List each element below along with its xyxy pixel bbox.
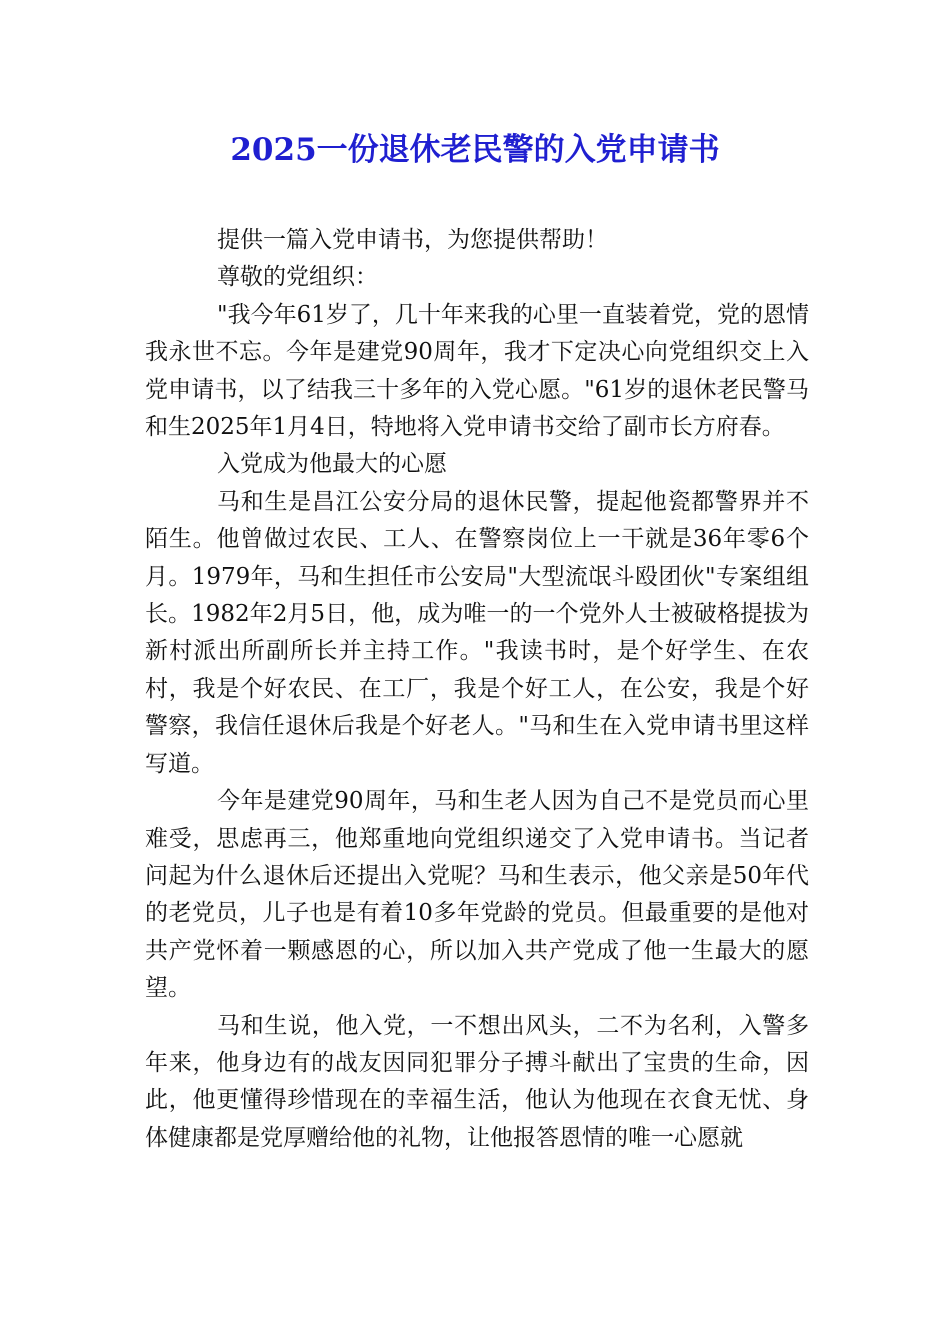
paragraph-subheading: 入党成为他最大的心愿	[217, 451, 447, 478]
document-title: 2025一份退休老民警的入党申请书	[230, 132, 720, 168]
paragraph-intro: 提供一篇入党申请书，为您提供帮助！	[217, 227, 608, 253]
document-body	[145, 222, 809, 1157]
paragraph-quote: "我今年61岁了，几十年来我的心里一直装着党，党的恩情我永世不忘。今年是建党90周年，我才下定决心向党组织交上入党申请书，以了结我三十多年的入党心愿。"61岁的退休老民警马和生2025年1月4日，特地将入党申请书交给了副市长方府春。	[145, 301, 809, 441]
paragraph-salutation: 尊敬的党组织：	[217, 264, 378, 291]
paragraph-background: 马和生是昌江公安分局的退休民警，提起他瓷都警界并不陌生。他曾做过农民、工人、在警察岗位上一干就是36年零6个月。1979年，马和生担任市公安局"大型流氓斗殴团伙"专案组组长。1982年2月5日，他，成为唯一的一个党外人士被破格提拔为新村派出所副所长并主持工作。"我读书时，是个好学生、在农村，我是个好农民、在工厂，我是个好工人，在公安，我是个好警察，我信任退休后我是个好老人。"马和生在入党申请书里这样写道。	[145, 488, 809, 777]
paragraph-motivation: 今年是建党90周年，马和生老人因为自己不是党员而心里难受，思虑再三，他郑重地向党组织递交了入党申请书。当记者问起为什么退休后还提出入党呢？马和生表示，他父亲是50年代的老党员，儿子也是有着10多年党龄的党员。但最重要的是他对共产党怀着一颗感恩的心，所以加入共产党成了他一生最大的愿望。	[145, 788, 809, 1002]
paragraph-reason: 马和生说，他入党，一不想出风头，二不为名利，入警多年来，他身边有的战友因同犯罪分子搏斗献出了宝贵的生命，因此，他更懂得珍惜现在的幸福生活，他认为他现在衣食无忧、身体健康都是党厚赠给他的礼物，让他报答恩情的唯一心愿就	[145, 1012, 809, 1151]
